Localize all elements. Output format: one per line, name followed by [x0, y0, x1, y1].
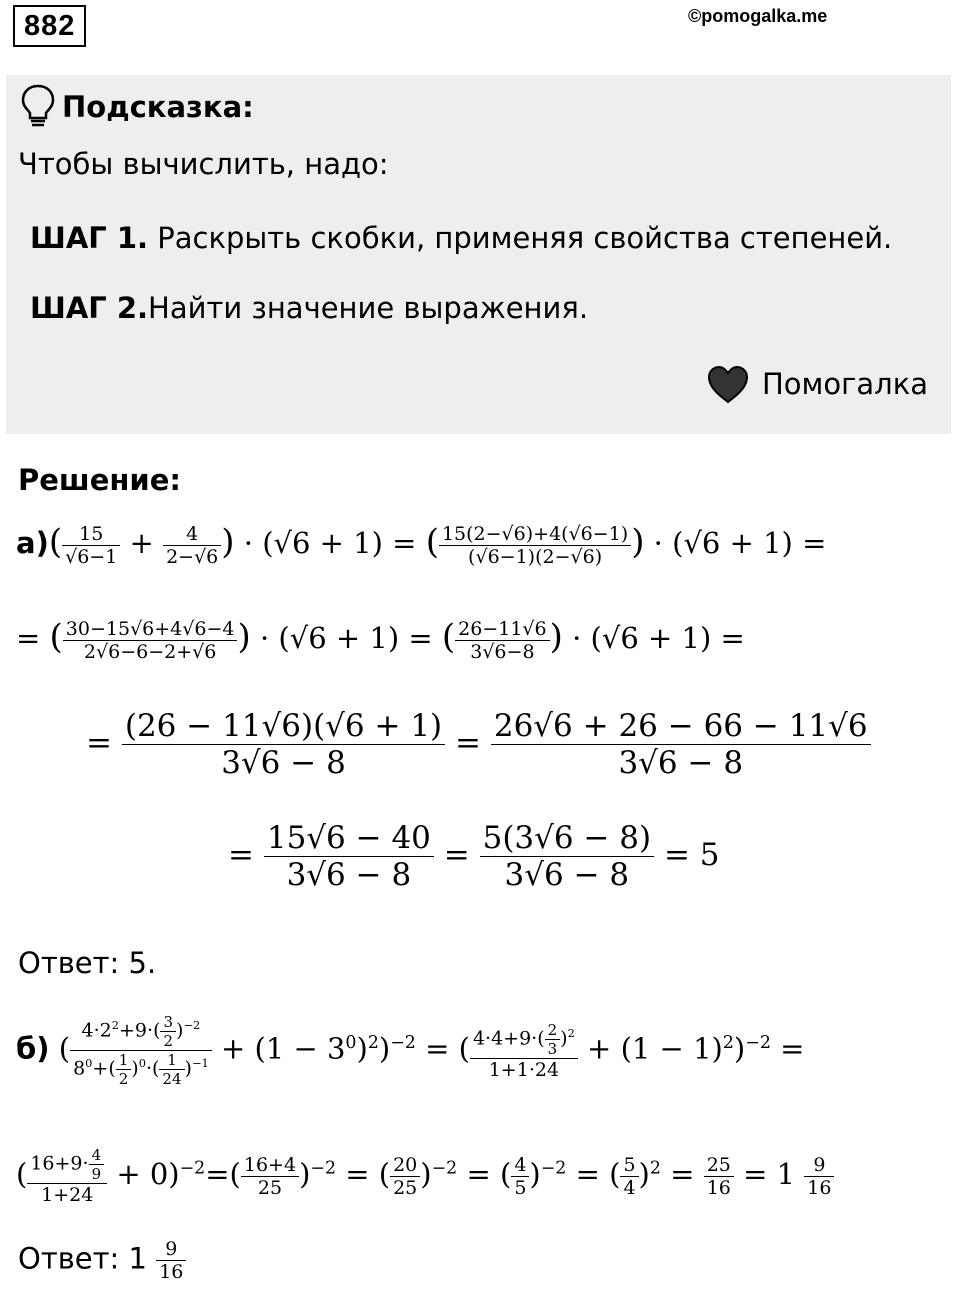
hint-step-2	[30, 291, 588, 325]
answer-a: Ответ: 5.	[18, 946, 157, 980]
solution-b-line-1: б) ( $4\cdot 2^2+9\cdot$( $\frac{3}{2}$ )$^{-2}$ $8^0+$( $\frac{1}{2}$ )$^0$·( $\frac{1}{24}$ )$^{-1}$ + $(1 - 3^0)^2)^{-2}$ = ( 4·4+9·( $\frac{2}{3}$ )$^2$ 1+1·24 + $(1 - 1)^2)^{-2}$ =	[16, 1013, 805, 1088]
lightbulb-icon	[20, 83, 56, 129]
hint-panel	[6, 75, 951, 434]
answer-b-fraction	[156, 1238, 186, 1283]
solution-title: Решение:	[18, 463, 182, 497]
hint-step-1	[30, 221, 892, 255]
step-1-text: Раскрыть скобки, применяя свойства степеней.	[148, 221, 893, 255]
answer-b-denominator: 16	[159, 1261, 184, 1283]
answer-b-numerator: 9	[156, 1238, 186, 1261]
hint-title: Подсказка:	[62, 90, 254, 124]
solution-a-line-2: = ( $\frac{30-15√6+4√6-4}{2√6-6-2+√6}$ ) · (√6 + 1) = ( $\frac{26-11√6}{3√6-8}$ ) · (√6 + 1) =	[16, 617, 745, 663]
part-b-label: б)	[16, 1031, 50, 1066]
solution-b-line-2: ( 16+9· $\frac{4}{9}$ 1+24 + 0)$^{-2}$=( $\frac{16+4}{25}$ )$^{-2}$ = ( $\frac{20}{25}$ )$^{-2}$ = ( $\frac{4}{5}$ )$^{-2}$ = ( $\frac{5}{4}$ )$^2$ = $\frac{25}{16}$ = 1 $\frac{9}{16}$	[16, 1146, 834, 1206]
solution-a-line-4: = $\frac{15√6 - 40}{3√6 - 8}$ = $\frac{5(3√6 - 8)}{3√6 - 8}$ = 5	[228, 820, 720, 893]
solution-a-line-3: = $\frac{(26 - 11√6)(√6 + 1)}{3√6 - 8}$ = $\frac{26√6 + 26 - 66 - 11√6}{3√6 - 8}$	[86, 708, 871, 781]
site-watermark: ©pomogalka.me	[688, 6, 828, 26]
answer-b	[18, 1238, 186, 1283]
brand-name: Помогалка	[762, 367, 928, 401]
hint-intro: Чтобы вычислить, надо:	[18, 147, 389, 181]
step-1-label: ШАГ 1.	[30, 221, 149, 255]
step-2-text: Найти значение выражения.	[148, 291, 589, 325]
step-2-label: ШАГ 2.	[30, 291, 149, 325]
heart-icon	[706, 365, 750, 405]
answer-b-prefix: Ответ: 1	[18, 1241, 147, 1276]
solution-a-line-1: а)( $\frac{15}{√6-1}$ + $\frac{4}{2-√6}$ ) · (√6 + 1) = ( $\frac{15(2-√6)+4(√6-1)}{(√6-1)(2-√6)}$ ) · (√6 + 1) =	[16, 522, 827, 568]
problem-number: 882	[13, 5, 86, 47]
part-a-label: а)	[16, 526, 49, 560]
